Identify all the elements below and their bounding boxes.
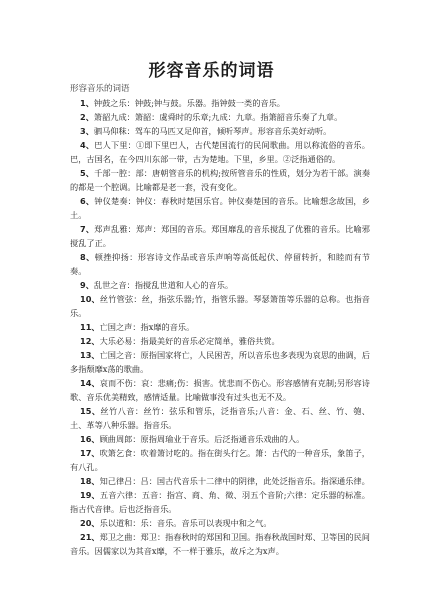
entry-number: 13、 [80, 350, 100, 360]
list-item [70, 166, 370, 194]
entry-text: 哀而不伤：哀：悲痛;伤：损害。忧悲而不伤心。形容感情有克制;另形容诗歌、音乐优美精致，感情适量。比喻做事没有过头也无不及。 [70, 378, 370, 402]
entry-number: 16、 [80, 434, 100, 444]
entry-text: 箫韶九成：箫韶：虞舜时的乐章;九成：九章。指箫韶音乐奏了九章。 [93, 112, 343, 122]
entry-number: 12、 [80, 336, 100, 346]
list-item [70, 432, 370, 446]
list-item [70, 320, 370, 334]
entry-number: 17、 [80, 448, 100, 458]
entry-text: 亡国之声：指x靡的音乐。 [99, 322, 195, 332]
entry-number: 5、 [80, 168, 95, 178]
section-subtitle: 形容音乐的词语 [70, 84, 130, 94]
entry-text: 大乐必易：指最美好的音乐必定简单，雅俗共赏。 [99, 336, 280, 346]
entry-number: 3、 [80, 126, 94, 136]
list-item [70, 194, 370, 222]
list-item [70, 138, 370, 166]
list-item [70, 278, 370, 292]
entry-number: 7、 [80, 224, 95, 234]
entry-number: 1、 [80, 98, 94, 108]
list-item [70, 530, 370, 558]
entry-number: 2、 [80, 112, 94, 122]
list-item [70, 446, 370, 474]
entry-text: 千部一腔：部：唐朝管音乐的机构;按所管音乐的性质，划分为若干部。演奏的都是一个腔调。比喻都是老一套，没有变化。 [70, 168, 371, 192]
entry-text: 丝竹八音：丝竹：弦乐和管乐，泛指音乐;八音：金、石、丝、竹、匏、土、革等八种乐器。指音乐。 [70, 406, 370, 430]
list-item [70, 222, 370, 250]
entry-number: 15、 [80, 406, 101, 416]
entry-text: 乐以道和：乐：音乐。音乐可以表现中和之气。 [99, 518, 272, 528]
entry-text: 郑声乱雅：郑声：郑国的音乐。郑国靡乱的音乐搅乱了优雅的音乐。比喻邪搅乱了正。 [70, 224, 370, 248]
entry-number: 10、 [80, 294, 100, 304]
entry-number: 20、 [80, 518, 100, 528]
list-item [70, 292, 370, 320]
list-item [70, 124, 370, 138]
entry-list [70, 96, 370, 558]
entry-text: 吹箫乞食：吹着箫讨吃的。指在街头行乞。箫：古代的一种音乐，象笛子，有八孔。 [70, 448, 370, 472]
entry-text: 郑卫之曲：郑卫：指春秋时的郑国和卫国。指春秋战国时郑、卫等国的民间音乐。因儒家以为其音x靡，不一样于雅乐，故斥之为x声。 [70, 532, 370, 556]
list-item [70, 404, 370, 432]
entry-text: 钟仪楚奏：钟仪：春秋时楚国乐官。钟仪奏楚国的音乐。比喻想念故国，乡土。 [70, 196, 370, 220]
entry-text: 钟鼓之乐：钟鼓;钟与鼓。乐器。指钟鼓一类的音乐。 [93, 98, 285, 108]
entry-number: 11、 [80, 322, 100, 332]
entry-number: 9、 [80, 280, 94, 290]
list-item [70, 96, 370, 110]
entry-text: 乱世之音：指搅乱世道和人心的音乐。 [93, 280, 234, 290]
entry-number: 21、 [80, 532, 100, 542]
entry-number: 4、 [80, 140, 95, 150]
list-item [70, 516, 370, 530]
entry-number: 6、 [80, 196, 95, 206]
entry-text: 亡国之音：原指国家将亡，人民困苦，所以音乐也多表现为哀思的曲调，后多指颓靡x荡的歌曲。 [70, 350, 370, 374]
list-item [70, 348, 370, 376]
list-item [70, 488, 370, 516]
entry-text: 丝竹管弦：丝，指弦乐器;竹，指管乐器。琴瑟箫笛等乐器的总称。也指音乐。 [70, 294, 370, 318]
entry-text: 顾曲周郎：原指周瑜业于音乐。后泛指通音乐戏曲的人。 [99, 434, 305, 444]
entry-number: 8、 [80, 252, 95, 262]
entry-text: 知己律吕：吕：国古代音乐十二律中的阴律，此处泛指音乐。指深通乐律。 [99, 476, 370, 486]
entry-number: 19、 [80, 490, 100, 500]
entry-text: 五音六律：五音：指宫、商、角、徵、羽五个音阶;六律：定乐器的标准。指古代音律。后也泛指音乐。 [70, 490, 370, 514]
entry-text: 巴人下里：①即下里巴人，古代楚国流行的民间歌曲。用以称流俗的音乐。巴，古国名，在今四川东部一带，古为楚地。下里，乡里。②泛指通俗的。 [70, 140, 370, 164]
list-item [70, 376, 370, 404]
list-item [70, 334, 370, 348]
list-item [70, 250, 370, 278]
entry-text: 驷马仰秣：驾车的马匹又足仰首，倾听琴声。形容音乐美好动听。 [93, 126, 332, 136]
list-item [70, 474, 370, 488]
list-item [70, 110, 370, 124]
entry-number: 14、 [80, 378, 100, 388]
page-title: 形容音乐的词语 [148, 61, 275, 81]
entry-number: 18、 [80, 476, 100, 486]
entry-text: 顿挫抑扬：形容诗文作品或音乐声响等高低起伏、停留转折，和睦而有节奏。 [70, 252, 370, 276]
